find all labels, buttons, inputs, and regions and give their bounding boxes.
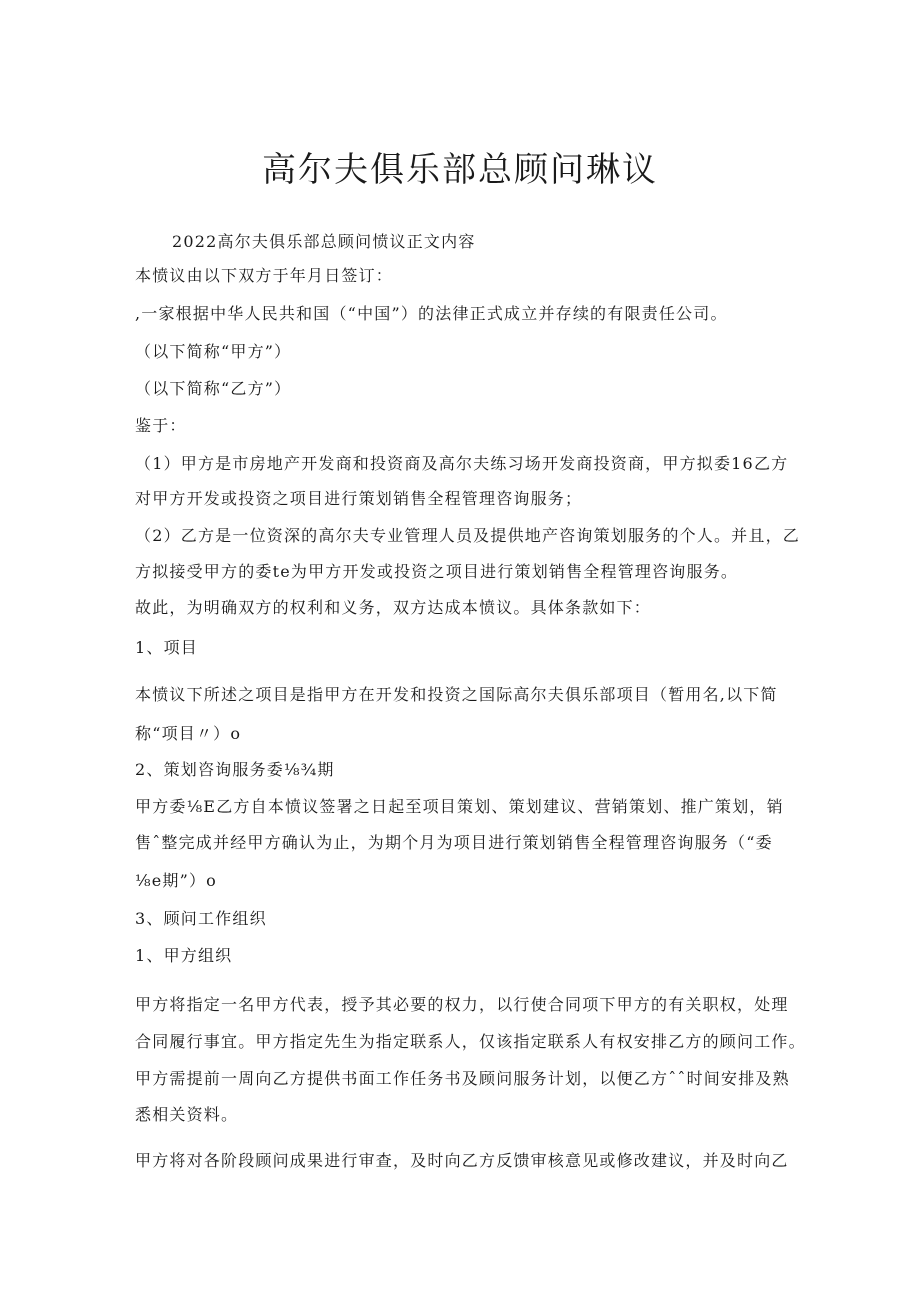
paragraph-line: 甲方将对各阶段顾问成果进行审查，及时向乙方反馈审核意见或修改建议，并及时向乙 bbox=[135, 1151, 789, 1170]
paragraph-line: 甲方需提前一周向乙方提供书面工作任务书及顾问服务计划，以便乙方ˆˆ时间安排及熟 bbox=[135, 1069, 790, 1088]
paragraph-line: （1）甲方是市房地产开发商和投资商及高尔夫练习场开发商投资商，甲方拟委16乙方 bbox=[135, 454, 789, 473]
paragraph-line: （以下简称“甲方”） bbox=[135, 342, 292, 361]
document-title: 高尔夫俱乐部总顾问琳议 bbox=[262, 150, 658, 190]
paragraph-line: 本愤议下所述之项目是指甲方在开发和投资之国际高尔夫俱乐部项目（暂用名,以下简 bbox=[135, 685, 778, 704]
paragraph-line: 悉相关资料。 bbox=[135, 1105, 239, 1124]
section-heading: 1、甲方组织 bbox=[135, 946, 233, 965]
paragraph-line: 2022高尔夫俱乐部总顾问愤议正文内容 bbox=[172, 232, 476, 251]
paragraph-line: 对甲方开发或投资之项目进行策划销售全程管理咨询服务； bbox=[135, 489, 583, 508]
section-heading: 3、顾问工作组织 bbox=[135, 909, 267, 928]
paragraph-line: ,一家根据中华人民共和国（“中国”）的法律正式成立并存续的有限责任公司。 bbox=[135, 304, 728, 323]
section-heading: 1、项目 bbox=[135, 638, 198, 657]
paragraph-line: （2）乙方是一位资深的高尔夫专业管理人员及提供地产咨询策划服务的个人。并且，乙 bbox=[135, 526, 800, 545]
paragraph-line: 故此，为明确双方的权利和义务，双方达成本愤议。具体条款如下： bbox=[135, 598, 652, 617]
paragraph-line: （以下简称“乙方”） bbox=[135, 379, 292, 398]
section-heading: 2、策划咨询服务委⅛¾期 bbox=[135, 760, 335, 779]
paragraph-line: 合同履行事宜。甲方指定先生为指定联系人，仅该指定联系人有权安排乙方的顾问工作。 bbox=[135, 1032, 806, 1051]
paragraph-line: 甲方委⅛E乙方自本愤议签署之日起至项目策划、策划建议、营销策划、推广策划，销 bbox=[135, 797, 784, 816]
paragraph-line: 方拟接受甲方的委te为甲方开发或投资之项目进行策划销售全程管理咨询服务。 bbox=[135, 562, 739, 581]
paragraph-line: ⅛e期”）o bbox=[135, 871, 217, 890]
paragraph-line: 称“项目〃）o bbox=[135, 724, 242, 743]
paragraph-line: 售ˆ整完成并经甲方确认为止，为期个月为项目进行策划销售全程管理咨询服务（“委 bbox=[135, 833, 773, 852]
paragraph-line: 甲方将指定一名甲方代表，授予其必要的权力，以行使合同项下甲方的有关职权，处理 bbox=[135, 995, 789, 1014]
paragraph-line: 鉴于： bbox=[135, 416, 187, 435]
paragraph-line: 本愤议由以下双方于年月日签订： bbox=[135, 266, 394, 285]
